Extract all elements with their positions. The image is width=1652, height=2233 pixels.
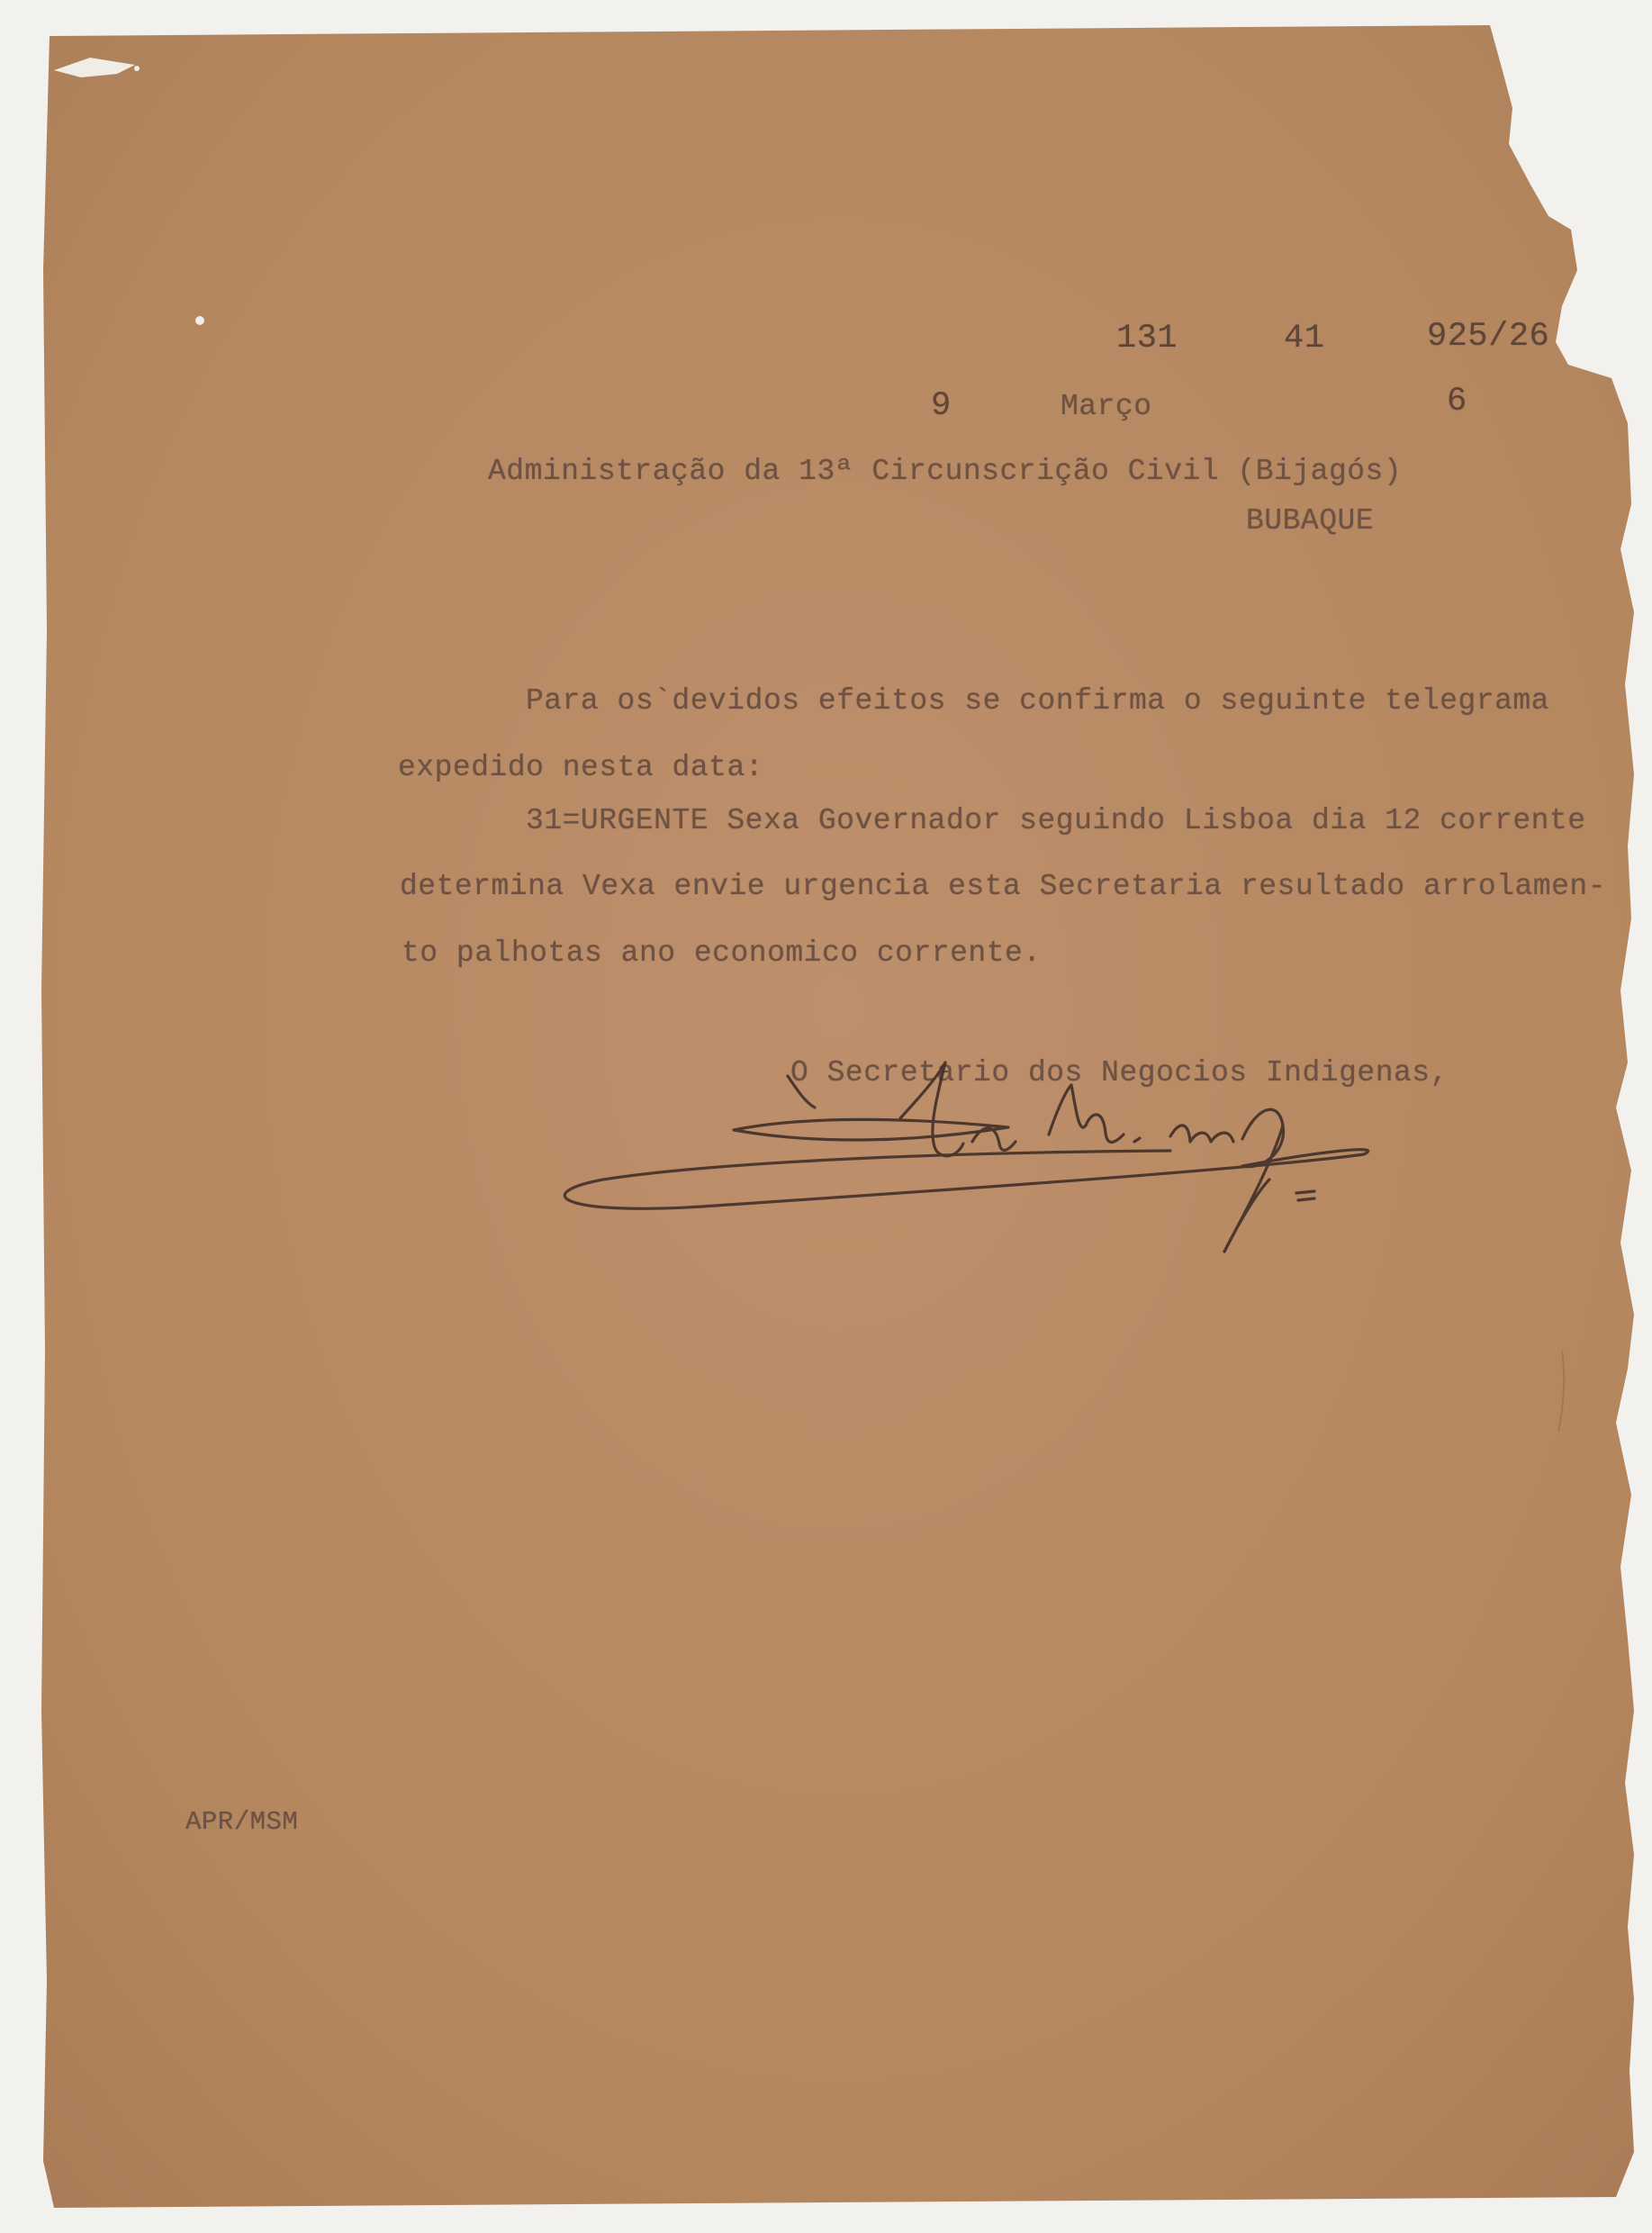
recipient-location: BUBAQUE [1246, 504, 1375, 538]
typist-initials: APR/MSM [185, 1807, 299, 1837]
handwritten-signature [540, 1035, 1395, 1270]
body-paragraph-2-line-2: determina Vexa envie urgencia esta Secretaria resultado arrolamen- [400, 870, 1607, 903]
date-month: Março [1061, 390, 1152, 423]
body-paragraph-2-line-3: to palhotas ano economico corrente. [402, 936, 1042, 970]
reference-number-1: 131 [1116, 320, 1178, 357]
body-paragraph-2-line-1: 31=URGENTE Sexa Governador seguindo Lisboa dia 12 corrente [526, 804, 1586, 837]
body-paragraph-1-line-1: Para os`devidos efeitos se confirma o seguinte telegrama [526, 684, 1549, 718]
recipient-line: Administração da 13ª Circunscrição Civil (Bijagós) [488, 455, 1403, 488]
reference-number-2: 41 [1284, 320, 1325, 357]
reference-number-3: 925/26 [1427, 318, 1550, 356]
closing-signatory-title: O Secretario dos Negocios Indigenas, [790, 1056, 1449, 1089]
body-paragraph-1-line-2: expedido nesta data: [398, 751, 764, 784]
date-day: 9 [931, 387, 952, 425]
date-year-digit: 6 [1447, 383, 1467, 420]
